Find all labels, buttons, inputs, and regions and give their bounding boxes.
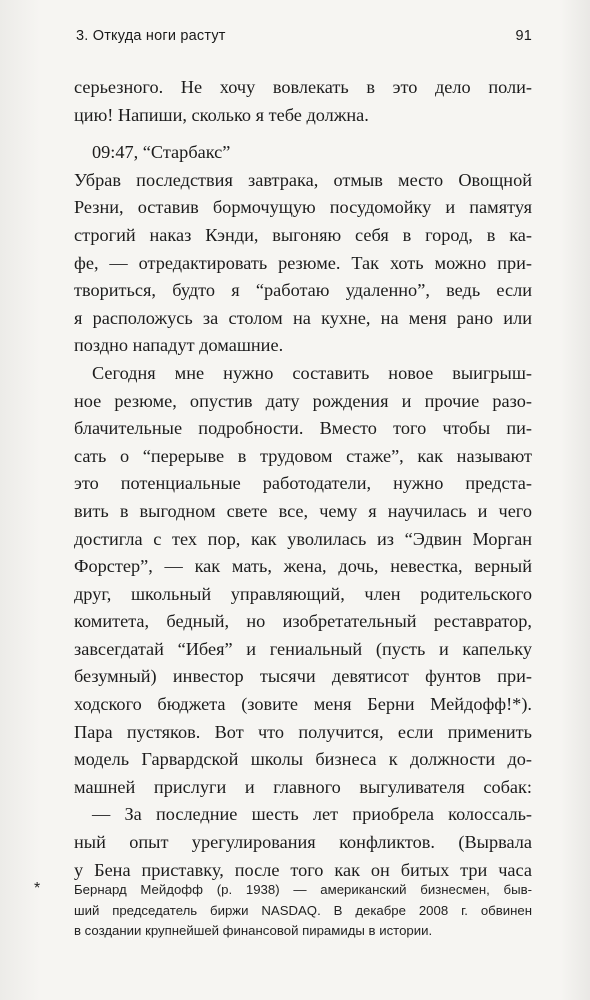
body-line: серьезного. Не хочу вовлекать в это дело поли- [74, 77, 532, 97]
paragraph-line: строгий наказ Кэнди, выгоняю себя в город, в ка- [74, 224, 532, 245]
paragraph-line: твориться, будто я “работаю удаленно”, ведь если [74, 280, 532, 301]
section-heading: 09:47, “Старбакс” [92, 142, 231, 163]
running-header [76, 28, 532, 50]
paragraph-3 [74, 801, 532, 884]
footnote-line: в создании крупнейшей финансовой пирамиды в истории. [74, 923, 433, 938]
paragraph-line: машней прислуги и главного выгуливателя собак: [74, 776, 532, 797]
paragraph-line: комитета, бедный, но изобретательный реставратор, [74, 611, 532, 632]
paragraph-line: завсегдатай “Ибея” и гениальный (пусть и капельку [74, 638, 532, 659]
paragraph-line: ходского бюджета (зовите меня Берни Мейдофф!*). [74, 694, 532, 715]
body-text [74, 74, 532, 884]
paragraph-line: Сегодня мне нужно составить новое выигрыш- [92, 362, 532, 383]
paragraph-line: Пара пустяков. Вот что получится, если применить [74, 721, 532, 742]
paragraph-line: Убрав последствия завтрака, отмыв место Овощной [74, 169, 532, 190]
paragraph-line: сать о “перерыве в трудовом стаже”, как называют [74, 445, 532, 466]
paragraph-line: достигла с тех пор, как уволилась из “Эдвин Морган [74, 528, 532, 549]
footnote-line: ший председатель биржи NASDAQ. В декабре 2008 г. обвинен [74, 902, 532, 918]
paragraph-1 [74, 167, 532, 360]
footnote-body [74, 880, 532, 942]
paragraph-line: фе, — отредактировать резюме. Так хоть можно при- [74, 252, 532, 273]
paragraph-line: модель Гарвардской школы бизнеса к должности до- [74, 749, 532, 770]
paragraph-line: поздно нападут домашние. [74, 335, 284, 356]
footnote-marker: * [34, 880, 41, 897]
footnote [34, 880, 532, 942]
paragraph-line: ное резюме, опустив дату рождения и прочие разо- [74, 390, 532, 411]
paragraph-line: у Бена приставку, после того как он битых три часа [74, 859, 532, 880]
paragraph-line: блачительные подробности. Вместо того чтобы пи- [74, 418, 532, 439]
paragraph-line: Форстер”, — как мать, жена, дочь, невестка, верный [74, 556, 532, 577]
page-number: 91 [515, 28, 532, 44]
paragraph-line: безумный) инвестор тысячи девятисот фунтов при- [74, 666, 532, 687]
paragraph-line: — За последние шесть лет приобрела колоссаль- [92, 804, 532, 825]
paragraph-line: вить в выгодном свете все, чему я научилась и чего [74, 500, 532, 521]
footnote-line: Бернард Мейдофф (р. 1938) — американский бизнесмен, быв- [74, 882, 532, 897]
paragraph-line: ный опыт урегулирования конфликтов. (Вырвала [74, 832, 532, 853]
paragraph-2 [74, 360, 532, 802]
paragraph-line: друг, школьный управляющий, член родительского [74, 583, 532, 604]
body-line: цию! Напиши, сколько я тебе должна. [74, 104, 369, 125]
chapter-title: 3. Откуда ноги растут [76, 28, 226, 44]
paragraph-line: я расположусь за столом на кухне, на меня рано или [74, 307, 532, 328]
paragraph-line: Резни, оставив бормочущую посудомойку и памятуя [74, 197, 532, 218]
paragraph-line: это потенциальные работодатели, нужно предста- [74, 473, 532, 494]
